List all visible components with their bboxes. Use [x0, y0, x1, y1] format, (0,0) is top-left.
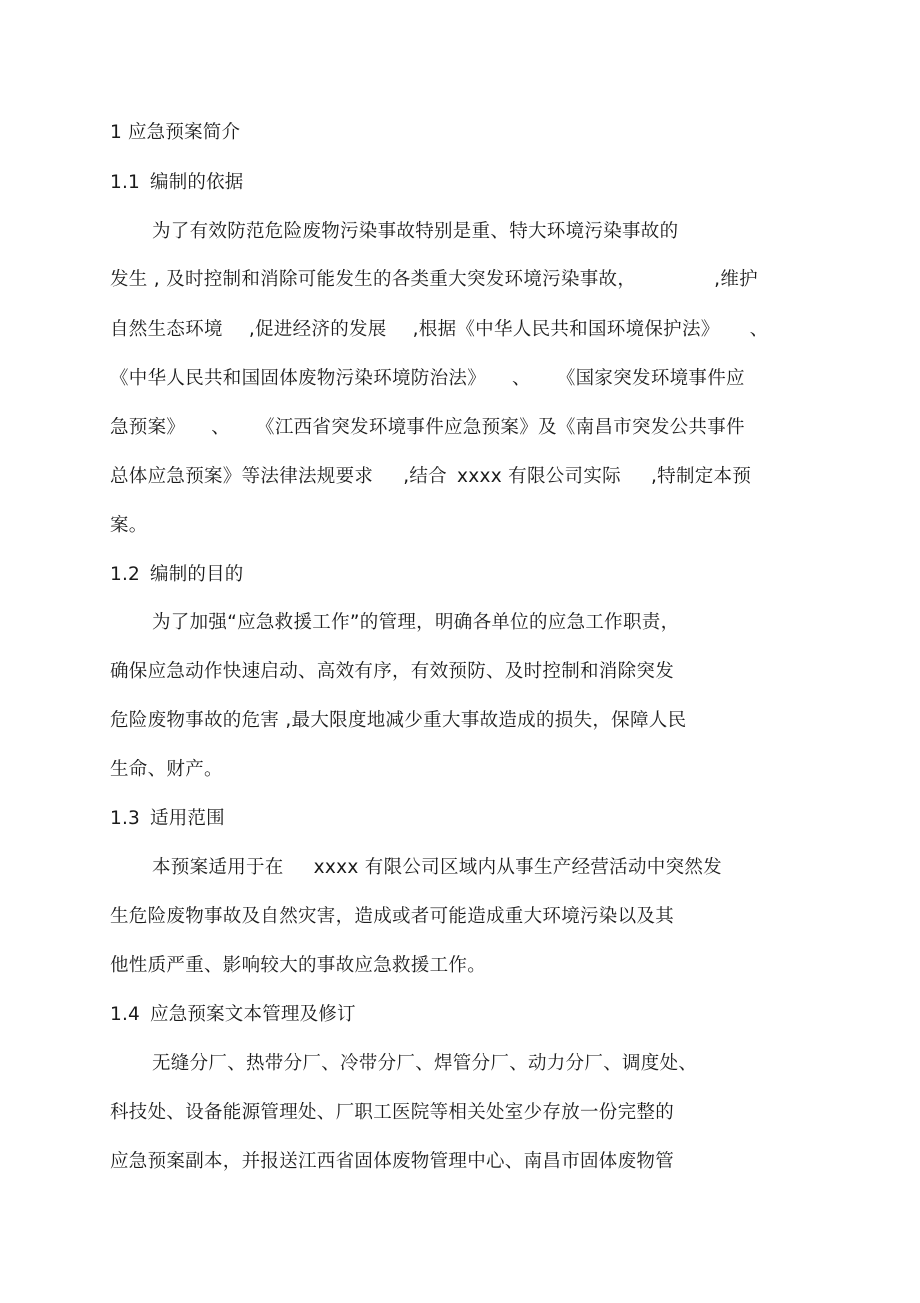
text-run: 为了有效防范危险废物污染事故特别是重、特大环境污染事故的 [152, 221, 679, 242]
section-number: 1.3 [110, 808, 141, 829]
text-run: 《国家突发环境事件应 [556, 368, 745, 389]
section-heading-1-1 [110, 170, 244, 196]
section-heading-1-3 [110, 806, 225, 832]
chapter-title: 应急预案简介 [127, 122, 241, 143]
text-run: 、 [749, 319, 769, 340]
section-number: 1.1 [110, 172, 141, 193]
text-run: 生危险废物事故及自然灾害，造成或者可能造成重大环境污染以及其 [110, 906, 675, 927]
text-run: 案。 [110, 515, 148, 536]
text-run: 他性质严重、影响较大的事故应急救援工作。 [110, 955, 487, 976]
text-run: 无缝分厂、热带分厂、冷带分厂、焊管分厂、动力分厂、调度处、 [152, 1053, 698, 1074]
paragraph-line [110, 464, 751, 490]
paragraph-line [110, 708, 686, 734]
section-title: 应急预案文本管理及修订 [150, 1004, 356, 1025]
section-number: 1.4 [110, 1004, 141, 1025]
text-run: ,维护 [714, 269, 758, 290]
paragraph-line [152, 855, 722, 881]
text-run: ,特制定本预 [650, 466, 752, 487]
text-run: 本预案适用于在 [152, 857, 284, 878]
text-run: 《中华人民共和国固体废物污染环境防治法》 [110, 368, 487, 389]
text-run: ,促进经济的发展 [248, 319, 387, 340]
paragraph-line [110, 366, 745, 392]
section-title: 编制的目的 [150, 564, 244, 585]
text-run: 科技处、设备能源管理处、厂职工医院等相关处室少存放一份完整的 [110, 1102, 675, 1123]
text-run: 为了加强“应急救援工作”的管理，明确各单位的应急工作职责， [152, 612, 680, 633]
paragraph-line [152, 1051, 697, 1077]
text-run: ,根据《中华人民共和国环境保护法》 [412, 319, 720, 340]
text-run: 发生 , 及时控制和消除可能发生的各类重大突发环境污染事故， [110, 269, 637, 290]
paragraph-line [110, 415, 745, 441]
paragraph-line [110, 757, 223, 783]
text-run: 、 [512, 368, 531, 389]
paragraph-line [110, 1149, 674, 1175]
text-run: 危险废物事故的危害 ,最大限度地减少重大事故造成的损失，保障人民 [110, 710, 687, 731]
text-run: xxxx 有限公司区域内从事生产经营活动中突然发 [313, 857, 722, 878]
section-heading-1-4 [110, 1002, 356, 1028]
section-title: 适用范围 [150, 808, 225, 829]
paragraph-line [110, 1100, 674, 1126]
paragraph-line [110, 513, 148, 539]
text-run: 确保应急动作快速启动、高效有序，有效预防、及时控制和消除突发 [110, 661, 675, 682]
text-run: 、 [211, 417, 231, 438]
text-run: ,结合 [403, 466, 447, 487]
text-run: 急预案》 [110, 417, 186, 438]
paragraph-line [110, 953, 486, 979]
text-run: 总体应急预案》等法律法规要求 [110, 466, 374, 487]
paragraph-line [110, 904, 674, 930]
section-title: 编制的依据 [150, 172, 244, 193]
paragraph-line [110, 659, 674, 685]
paragraph-line [152, 219, 678, 245]
chapter-number: 1 [110, 122, 122, 143]
text-run: 自然生态环境 [110, 319, 223, 340]
paragraph-line [152, 610, 679, 636]
paragraph-line [110, 267, 758, 293]
section-heading-1-2 [110, 562, 244, 588]
chapter-heading [110, 120, 240, 146]
text-run: 《江西省突发环境事件应急预案》及《南昌市突发公共事件 [256, 417, 745, 438]
text-run: xxxx 有限公司实际 [456, 466, 621, 487]
section-number: 1.2 [110, 564, 141, 585]
text-run: 应急预案副本，并报送江西省固体废物管理中心、南昌市固体废物管 [110, 1151, 675, 1172]
paragraph-line [110, 317, 768, 343]
text-run: 生命、财产。 [110, 759, 223, 780]
